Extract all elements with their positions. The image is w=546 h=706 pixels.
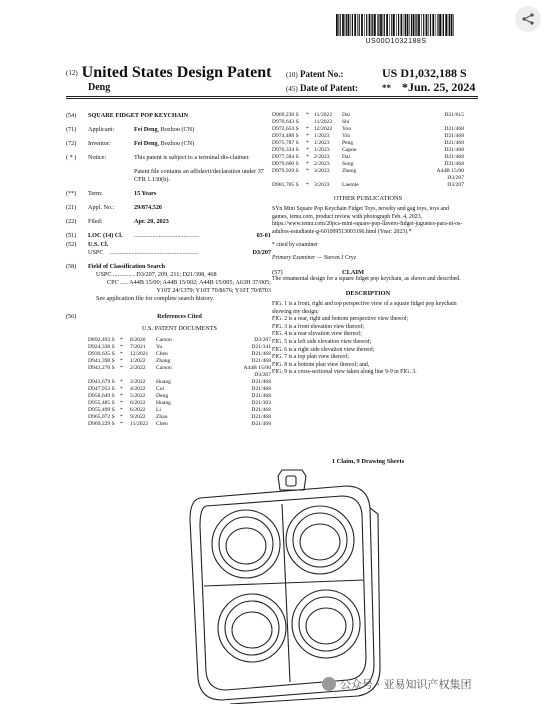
reference-cell: 7/2021 — [130, 344, 146, 350]
reference-row — [272, 112, 464, 119]
applicant-name: Fei Deng — [134, 126, 158, 133]
reference-row — [88, 337, 271, 344]
reference-cell: Laemle — [342, 182, 359, 188]
reference-cell: * — [120, 407, 123, 413]
barcode-bar — [377, 14, 378, 36]
other-publication-entry: SYn Mini Square Pop Keychain Fidget Toys, novelty and gag toys, toys and games, temu.com, product review with photograph Feb. 4, 2023, https://www.temu.com/20pcs-mini-square-pop-llavero-fidget-juguetes-para-ni-os-adultos-estudiante-g-601099513003196.html (Year: 2023).* — [272, 206, 463, 235]
reference-cell: 2/2023 — [314, 161, 330, 167]
barcode-bar — [371, 14, 372, 36]
examiner-name: — Steven J Cryz — [315, 255, 357, 262]
reference-cell: Dai — [342, 154, 351, 160]
reference-cell: Peng — [342, 140, 354, 146]
reference-cell: 8/2020 — [130, 337, 146, 343]
reference-row — [88, 407, 271, 414]
figure-description: FIG. 2 is a rear, right and bottom perspective view thereof; — [272, 316, 409, 323]
field-number: (72) — [66, 140, 77, 147]
field-number: (51) — [66, 232, 77, 239]
figure-description: FIG. 4 is a rear elevation view thereof; — [272, 331, 362, 338]
reference-cell: D21/468 — [251, 351, 271, 357]
barcode-bar — [348, 14, 350, 36]
reference-row — [272, 154, 464, 161]
reference-cell: D21/468 — [251, 386, 271, 392]
reference-row — [88, 414, 271, 421]
reference-cell: D972,654 S — [272, 126, 299, 132]
barcode-bar — [374, 14, 376, 36]
barcode-bar — [369, 14, 371, 36]
loc-label: LOC (14) Cl. — [88, 232, 123, 239]
reference-cell: D21/468 — [251, 407, 271, 413]
barcode-bar — [352, 14, 353, 36]
reference-cell: D21/468 — [251, 421, 271, 427]
barcode-bar — [378, 14, 379, 36]
barcode-bar — [354, 14, 356, 36]
reference-cell: Yin — [342, 133, 351, 139]
barcode-bar — [336, 14, 338, 36]
description-title: DESCRIPTION — [345, 289, 391, 297]
patent-number: US D1,032,188 S — [382, 66, 467, 80]
reference-cell: Carson — [156, 365, 172, 371]
reference-cell: 11/2022 — [130, 421, 149, 427]
reference-cell: * — [120, 386, 123, 392]
field-number: (22) — [66, 218, 77, 225]
barcode-bar — [449, 14, 450, 36]
reference-cell: Chen — [156, 421, 168, 427]
reference-cell: * — [306, 140, 309, 146]
reference-cell: Huang — [156, 400, 171, 406]
field-number: (**) — [66, 190, 77, 197]
applicant-place: , Bozhou (CN) — [157, 126, 195, 133]
barcode-bar — [372, 14, 373, 36]
reference-cell: * — [306, 161, 309, 167]
reference-cell: 3/2023 — [314, 168, 330, 174]
leader-dots: .......................................... — [134, 232, 199, 239]
figure-description: FIG. 8 is a bottom plan view thereof; and, — [272, 361, 370, 368]
reference-cell: Zhang — [156, 358, 171, 364]
reference-cell — [314, 175, 342, 182]
reference-cell: 5/2022 — [130, 393, 146, 399]
reference-cell: D21/468 — [444, 154, 464, 160]
barcode-bar — [430, 14, 431, 36]
barcode-bar — [407, 14, 409, 36]
applicant-label: Applicant: — [88, 126, 115, 133]
barcode-bar — [345, 14, 346, 36]
barcode-bar — [393, 14, 395, 36]
reference-cell: 12/2021 — [130, 351, 149, 357]
reference-cell: * — [120, 421, 123, 427]
references-cited-title: References Cited — [157, 313, 202, 320]
reference-cell: 9/2022 — [130, 414, 146, 420]
term-label: Term: — [88, 190, 103, 197]
reference-cell: 12/2022 — [314, 126, 333, 132]
reference-cell: 4/2022 — [130, 386, 146, 392]
patent-type-title: United States Design Patent — [81, 64, 272, 81]
reference-cell: * — [306, 133, 309, 139]
reference-cell: 6/2022 — [130, 407, 146, 413]
reference-cell: * — [306, 168, 309, 174]
reference-cell: Chen — [156, 351, 168, 357]
reference-cell: 11/2022 — [314, 119, 333, 125]
reference-row — [88, 351, 271, 358]
watermark-text: 公众号 · 亚易知识产权集团 — [340, 678, 472, 691]
inventor-place: , Bozhou (CN) — [157, 140, 195, 147]
barcode-bar — [359, 14, 360, 36]
figure-description: FIG. 1 is a front, right and top perspective view of a square fidget pop keychain showing my design; — [272, 301, 457, 315]
figure-description: FIG. 9 is a cross-sectional view taken along line 9-9 in FIG. 3. — [272, 369, 417, 376]
filed-label: Filed: — [88, 218, 103, 225]
reference-cell: * — [306, 112, 309, 118]
left-references-list — [66, 337, 271, 428]
reference-cell: Dai — [342, 112, 351, 118]
reference-cell: A44B 15/00 — [243, 365, 271, 371]
reference-row — [88, 344, 271, 351]
reference-cell: D3/207 — [447, 182, 464, 188]
reference-cell: 2/2022 — [130, 379, 146, 385]
field-number: (57) — [272, 268, 283, 276]
reference-cell — [306, 119, 314, 126]
reference-cell: * — [120, 358, 123, 364]
barcode-bar — [384, 14, 385, 36]
reference-cell: D975,787 S — [272, 140, 299, 146]
reference-row — [88, 400, 271, 407]
right-column — [272, 112, 464, 377]
uspc-label: USPC — [88, 249, 104, 256]
affidavit-note: Patent file contains an affidavit/declaration under 37 CFR 1.130(b). — [134, 168, 264, 183]
reference-cell: D21/468 — [251, 393, 271, 399]
reference-cell: D969,229 S — [88, 421, 115, 427]
barcode-bar — [413, 14, 415, 36]
figure-descriptions — [272, 301, 464, 377]
field-number: (21) — [66, 204, 77, 211]
field-number: (45) — [286, 85, 298, 93]
reference-cell: D977,584 S — [272, 154, 299, 160]
reference-cell: D965,072 S — [88, 414, 115, 420]
date-label: Date of Patent: — [300, 83, 358, 93]
reference-cell: D21/468 — [444, 140, 464, 146]
field-number: (54) — [66, 112, 77, 119]
reference-cell: A44B 15/00 — [436, 168, 464, 174]
reference-row — [88, 386, 271, 393]
barcode — [336, 14, 456, 36]
publication-number: US00D1032188S — [365, 38, 427, 45]
reference-cell: 2/2022 — [130, 365, 146, 371]
share-icon — [521, 12, 535, 26]
reference-cell: D3/207 — [254, 337, 271, 343]
reference-cell — [306, 175, 314, 182]
reference-row — [272, 168, 464, 175]
reference-cell — [342, 175, 424, 182]
field-number: (10) — [286, 71, 298, 79]
leader-dots: ......................................................... — [110, 249, 199, 256]
reference-cell: D21/468 — [444, 147, 464, 153]
uspc-value: D3/207 — [252, 249, 271, 256]
field-number: (52) — [66, 241, 77, 248]
reference-cell — [120, 372, 130, 379]
figure-description: FIG. 5 is a left side elevation view thereof; — [272, 339, 372, 346]
inventor-surname: Deng — [88, 82, 111, 93]
reference-cell: Capon — [342, 147, 357, 153]
reference-cell: * — [120, 344, 123, 350]
left-column — [66, 112, 271, 428]
reference-row — [272, 175, 464, 182]
barcode-bar — [404, 14, 405, 36]
barcode-bar — [423, 14, 424, 36]
reference-cell: 1/2022 — [130, 358, 146, 364]
reference-row — [88, 379, 271, 386]
reference-row — [272, 140, 464, 147]
reference-cell: D974,488 S — [272, 133, 299, 139]
reference-cell: * — [120, 400, 123, 406]
figure-description: FIG. 3 is a front elevation view thereof; — [272, 323, 365, 330]
reference-cell: D21/468 — [444, 161, 464, 167]
reference-row — [88, 372, 271, 379]
reference-cell: D21/468 — [251, 358, 271, 364]
figure-description: FIG. 6 is a right side elevation view thereof; — [272, 346, 375, 353]
loc-value: 03-01 — [256, 232, 271, 239]
reference-cell — [130, 372, 156, 379]
reference-cell: D979,660 S — [272, 161, 299, 167]
barcode-bar — [418, 14, 420, 36]
barcode-bar — [405, 14, 406, 36]
reference-cell — [424, 119, 464, 126]
field-number: (56) — [66, 313, 77, 320]
reference-row — [88, 365, 271, 372]
design-title: SQUARE FIDGET POP KEYCHAIN — [88, 112, 189, 119]
reference-cell: 1/2023 — [314, 133, 330, 139]
reference-cell: D21/468 — [444, 133, 464, 139]
reference-cell: D943,679 S — [88, 379, 115, 385]
barcode-bar — [383, 14, 384, 36]
reference-cell: * — [120, 351, 123, 357]
search-history-note: See application file for complete search history. — [96, 295, 214, 302]
reference-cell: 11/2022 — [314, 112, 333, 118]
reference-cell: 6/2022 — [130, 400, 146, 406]
field-number: (12) — [66, 69, 78, 78]
reference-cell: D969,230 S — [272, 112, 299, 118]
reference-cell: * — [120, 365, 123, 371]
barcode-bar — [439, 14, 441, 36]
barcode-bar — [426, 14, 428, 36]
reference-cell: D941,398 S — [88, 358, 115, 364]
notice-text: This patent is subject to a terminal dis-claimer. — [134, 154, 250, 161]
barcode-bar — [364, 14, 365, 36]
reference-cell: Yu — [156, 344, 163, 350]
patent-date: *Jun. 25, 2024 — [402, 80, 476, 94]
claim-title: CLAIM — [342, 268, 365, 276]
reference-cell: 1/2023 — [314, 140, 330, 146]
reference-row — [88, 358, 271, 365]
reference-cell — [272, 175, 306, 182]
date-stars: ** — [382, 83, 391, 93]
examiner-label: Primary Examiner — [272, 255, 316, 262]
reference-cell: 3/2023 — [314, 182, 330, 188]
reference-cell: D3/207 — [447, 175, 464, 181]
classification-search-label: Field of Classification Search — [88, 263, 166, 270]
reference-cell: D924,336 S — [88, 344, 115, 350]
barcode-bar — [398, 14, 399, 36]
reference-cell: Zheng — [342, 168, 357, 174]
us-patent-documents-title: U.S. PATENT DOCUMENTS — [142, 325, 217, 332]
barcode-bar — [342, 14, 344, 36]
reference-row — [88, 393, 271, 400]
reference-cell: Deng — [156, 393, 169, 399]
reference-cell: * — [306, 126, 309, 132]
field-number: ( * ) — [66, 154, 77, 161]
barcode-bar — [428, 14, 429, 36]
barcode-bar — [340, 14, 341, 36]
reference-cell: * — [306, 182, 309, 188]
patent-header-left — [66, 64, 286, 93]
reference-row — [88, 421, 271, 428]
barcode-bar — [421, 14, 422, 36]
reference-row — [272, 119, 464, 126]
barcode-bar — [391, 14, 392, 36]
barcode-bar — [380, 14, 382, 36]
reference-cell: D981,705 S — [272, 182, 299, 188]
reference-cell: You — [342, 126, 352, 132]
barcode-bar — [357, 14, 358, 36]
reference-cell: Li — [156, 407, 161, 413]
barcode-bar — [437, 14, 438, 36]
barcode-bar — [445, 14, 447, 36]
patent-header-right — [286, 66, 486, 94]
inventor-name: Fei Deng — [134, 140, 158, 147]
barcode-bar — [361, 14, 363, 36]
reference-row — [272, 133, 464, 140]
field-number: (71) — [66, 126, 77, 133]
reference-cell: D939,635 S — [88, 351, 115, 357]
figure-description: FIG. 7 is a top plan view thereof; — [272, 354, 349, 361]
reference-cell: 1/2023 — [314, 147, 330, 153]
appl-no-value: 29/874,526 — [134, 204, 163, 211]
reference-cell: Cui — [156, 386, 165, 392]
patent-no-label: Patent No.: — [300, 69, 344, 79]
reference-cell: D21/615 — [444, 112, 464, 118]
barcode-bar — [409, 14, 410, 36]
barcode-bar — [401, 14, 403, 36]
reference-row — [272, 182, 464, 189]
barcode-bar — [443, 14, 444, 36]
reference-cell: D947,953 S — [88, 386, 115, 392]
reference-cell: 2/2023 — [314, 154, 330, 160]
reference-cell: * — [306, 154, 309, 160]
reference-cell: D976,334 S — [272, 147, 299, 153]
barcode-bar — [436, 14, 437, 36]
reference-row — [272, 161, 464, 168]
barcode-bar — [442, 14, 443, 36]
appl-no-label: Appl. No.: — [88, 204, 115, 211]
share-button[interactable] — [515, 6, 541, 32]
reference-cell — [156, 372, 235, 379]
watermark — [322, 676, 472, 692]
reference-cell: D21/303 — [251, 400, 271, 406]
term-value: 15 Years — [134, 190, 157, 197]
reference-cell: D3/207 — [254, 372, 271, 378]
header-rule — [66, 96, 478, 97]
barcode-bar — [396, 14, 397, 36]
reference-row — [272, 126, 464, 133]
reference-cell: D970,643 S — [272, 119, 299, 125]
field-number: (58) — [66, 263, 77, 270]
reference-cell: D955,485 S — [88, 400, 115, 406]
inventor-label: Inventor: — [88, 140, 111, 147]
us-cl-label: U.S. Cl. — [88, 241, 109, 248]
barcode-bar — [432, 14, 434, 36]
reference-cell: * — [306, 147, 309, 153]
reference-cell: D979,929 S — [272, 168, 299, 174]
wechat-icon — [322, 677, 336, 691]
reference-cell — [88, 372, 120, 379]
reference-cell: D21/468 — [444, 126, 464, 132]
search-cpc: CPC ..... A44B 15/00; A44B 15/002; A44B 15/005; A63H 37/005; Y10T 24/1379; Y10T 70/8676; Y10T 70/8703 — [107, 279, 271, 294]
right-references-list — [272, 112, 464, 189]
barcode-bar — [451, 14, 453, 36]
reference-cell: D950,649 S — [88, 393, 115, 399]
reference-cell: * — [120, 379, 123, 385]
reference-row — [272, 147, 464, 154]
claim-text: The ornamental design for a square fidget pop keychain, as shown and described. — [272, 276, 461, 283]
other-publications-title: OTHER PUBLICATIONS — [333, 195, 403, 202]
notice-label: Notice: — [88, 154, 107, 161]
barcode-bar — [453, 14, 454, 36]
header-rule — [66, 98, 478, 99]
reference-cell: * — [120, 393, 123, 399]
claims-drawing-sheets: 1 Claim, 9 Drawing Sheets — [331, 458, 405, 465]
barcode-bar — [366, 14, 367, 36]
keychain-drawing — [170, 468, 382, 704]
barcode-bar — [448, 14, 449, 36]
reference-cell: D955,499 S — [88, 407, 115, 413]
barcode-bar — [415, 14, 416, 36]
barcode-bar — [386, 14, 388, 36]
reference-cell: D892,493 S — [88, 337, 115, 343]
reference-cell: D21/468 — [251, 379, 271, 385]
reference-cell: D943,270 S — [88, 365, 115, 371]
search-uspc: USPC .............. D3/207, 209, 211; D21/398, 468 — [96, 271, 217, 278]
barcode-bar — [416, 14, 417, 36]
cited-by-examiner-note: * cited by examiner — [272, 242, 318, 249]
barcode-bar — [338, 14, 339, 36]
filed-date: Apr. 20, 2023 — [134, 218, 169, 225]
reference-cell: Shi — [342, 119, 350, 125]
reference-cell: * — [120, 414, 123, 420]
reference-cell: D21/468 — [251, 414, 271, 420]
reference-cell: Zhao — [156, 414, 168, 420]
reference-cell: D21/341 — [251, 344, 271, 350]
reference-cell: Song — [342, 161, 354, 167]
barcode-bar — [346, 14, 347, 36]
reference-cell: Carson — [156, 337, 172, 343]
barcode-bar — [389, 14, 390, 36]
barcode-bar — [411, 14, 412, 36]
reference-cell: * — [120, 337, 123, 343]
reference-cell: Huang — [156, 379, 171, 385]
barcode-bar — [350, 14, 351, 36]
